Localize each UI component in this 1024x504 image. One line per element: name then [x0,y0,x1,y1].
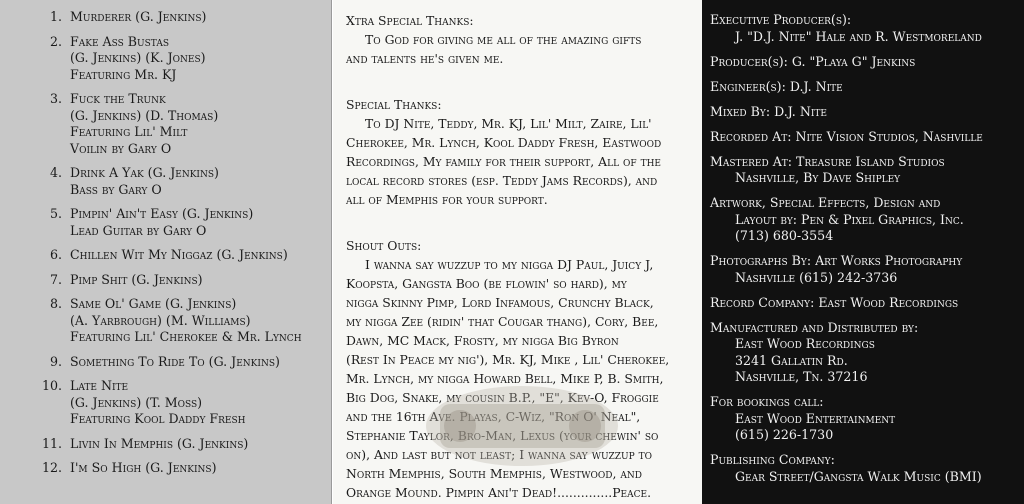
track-number: 9. [49,353,62,369]
track-credit-line: Featuring Lil' Cherokee & Mr. Lynch [70,329,302,344]
tracklist-panel [0,0,332,504]
track-title: Something To Ride To (G. Jenkins) [70,353,280,369]
track-item [36,165,321,198]
credit-detail: East Wood Entertainment [735,410,896,426]
credit-heading: Engineer(s): D.J. Nite [710,78,843,94]
track-details [70,272,321,289]
track-title: Drink A Yak (G. Jenkins) [70,165,219,180]
track-item [36,296,321,346]
text-line: Stephanie Taylor, Bro-Man, Lexus (your chewin' so [346,428,659,443]
text-line: To DJ Nite, Teddy, Mr. KJ, Lil' Milt, Zaire, Lil' [365,116,652,131]
track-details [70,460,321,477]
credit-detail: (713) 680-3554 [735,228,834,243]
credit-block [710,394,1014,444]
track-item [36,247,321,264]
track-number: 11. [41,435,62,451]
credit-block [710,79,1014,96]
text-line: Koopsta, Gangsta Boo (be flowin' so hard), my [346,276,627,291]
credit-heading: Record Company: East Wood Recordings [710,294,959,310]
credit-detail: East Wood Recordings [735,336,875,351]
track-number: 5. [49,206,62,221]
track-details [70,296,321,346]
track-number: 10. [41,378,62,393]
track-details [70,206,321,239]
credit-block [710,54,1014,71]
text-line: Mr. Lynch, my nigga Howard Bell, Mike P, B. Smith, [346,371,664,386]
track-item [36,91,321,157]
credit-block [710,295,1014,312]
text-line: and talents he's given me. [346,51,504,66]
thanks-panel [333,0,702,504]
track-title: Chillen Wit My Niggaz (G. Jenkins) [70,247,288,262]
shout-outs-text [346,255,690,502]
credit-block [710,12,1014,45]
track-credit-line: (A. Yarbrough) (M. Williams) [70,312,251,328]
text-line: (Rest In Peace my nig'), Mr. KJ, Mike , Lil' Cherokee, [346,352,670,367]
track-number: 7. [49,271,62,287]
track-credit-line: Featuring Lil' Milt [70,124,188,139]
text-line: on), And last but not least; I wanna say wuzzup to [346,447,652,462]
credit-heading: Producer(s): G. "Playa G" Jenkins [710,53,916,69]
credit-block [710,452,1014,485]
credit-detail: Nashville, Tn. 37216 [735,369,868,384]
track-item [36,34,321,84]
text-line: nigga Skinny Pimp, Lord Infamous, Crunchy Black, [346,295,654,310]
special-thanks-heading: Special Thanks: [346,97,442,112]
track-credit-line: Featuring Mr. KJ [70,66,177,82]
track-number: 1. [49,9,62,24]
track-credit-line: Bass by Gary O [70,181,162,197]
credit-heading: For bookings call: [710,394,824,409]
track-number: 8. [49,296,62,311]
text-line: all of Memphis for your support. [346,192,548,207]
track-details [70,165,321,198]
track-title: I'm So High (G. Jenkins) [70,460,217,475]
special-thanks-text [346,114,690,209]
track-item [36,272,321,289]
credit-heading: Mixed By: D.J. Nite [710,103,827,119]
credit-detail: Layout by: Pen & Pixel Graphics, Inc. [735,211,964,227]
track-details [70,354,321,371]
shout-outs-heading: Shout Outs: [346,238,422,253]
track-details [70,378,321,428]
xtra-thanks-text [346,30,690,68]
track-title: Murderer (G. Jenkins) [70,9,207,24]
track-title: Same Ol' Game (G. Jenkins) [70,296,237,311]
credit-block [710,104,1014,121]
text-line: my nigga Zee (ridin' that Cougar thang), Cory, Bee, [346,314,659,329]
credit-block [710,320,1014,386]
credit-heading: Mastered At: Treasure Island Studios [710,153,945,169]
credit-heading: Executive Producer(s): [710,12,852,27]
credit-heading: Recorded At: Nite Vision Studios, Nashville [710,128,983,144]
credit-detail: Nashville (615) 242-3736 [735,269,898,285]
track-credit-line: (G. Jenkins) (D. Thomas) [70,107,219,123]
track-number: 2. [49,33,62,49]
track-credit-line: (G. Jenkins) (K. Jones) [70,50,206,65]
track-item [36,460,321,477]
credit-detail: Gear Street/Gangsta Walk Music (BMI) [735,468,982,484]
text-line: Recordings, My family for their support, All of the [346,154,661,169]
text-line: and the 16th Ave. Playas, C-Wiz, "Ron O' Neal", [346,409,641,424]
track-credit-line: Voilin by Gary O [70,140,172,156]
track-item [36,436,321,453]
track-title: Late Nite [70,378,129,393]
track-title: Fake Ass Bustas [70,33,169,49]
credit-detail: J. "D.J. Nite" Hale and R. Westmoreland [735,28,982,44]
track-details [70,247,321,264]
track-title: Pimp Shit (G. Jenkins) [70,271,203,287]
text-line: North Memphis, South Memphis, Westwood, and [346,466,642,481]
track-credit-line: (G. Jenkins) (T. Moss) [70,394,203,410]
track-details [70,9,321,26]
track-item [36,378,321,428]
text-line: To God for giving me all of the amazing gifts [365,32,642,47]
credit-heading: Photographs By: Art Works Photography [710,253,963,268]
track-number: 4. [49,165,62,180]
track-details [70,436,321,453]
track-title: Fuck the Trunk [70,91,166,106]
credit-detail: Nashville, By Dave Shipley [735,170,901,185]
track-credit-line: Featuring Kool Daddy Fresh [70,411,246,426]
track-title: Livin In Memphis (G. Jenkins) [70,435,249,451]
track-title: Pimpin' Ain't Easy (G. Jenkins) [70,206,254,221]
credit-block [710,129,1014,146]
track-number: 6. [49,247,62,262]
track-item [36,9,321,26]
xtra-thanks-heading: Xtra Special Thanks: [346,13,474,28]
track-details [70,34,321,84]
text-line: Big Dog, Snake, my cousin B.P., "E", Kev-O, Froggie [346,390,659,405]
credit-heading: Artwork, Special Effects, Design and [710,195,941,210]
text-line: Orange Mound. Pimpin Ani't Dead!..............Peace. [346,485,652,500]
credit-detail: (615) 226-1730 [735,427,834,442]
text-line: Dawn, MC Mack, Frosty, my nigga Big Byron [346,333,619,348]
track-credit-line: Lead Guitar by Gary O [70,222,207,238]
track-item [36,206,321,239]
track-number: 3. [49,91,62,106]
text-line: Cherokee, Mr. Lynch, Kool Daddy Fresh, Eastwood [346,135,662,150]
track-details [70,91,321,157]
credits-panel [702,0,1024,504]
credit-detail: 3241 Gallatin Rd. [735,352,848,368]
track-number: 12. [41,460,62,475]
credit-block [710,154,1014,187]
credit-block [710,253,1014,286]
text-line: local record stores (esp. Teddy Jams Records), and [346,173,658,188]
credit-block [710,195,1014,245]
track-item [36,354,321,371]
credit-heading: Manufactured and Distributed by: [710,319,919,335]
text-line: I wanna say wuzzup to my nigga DJ Paul, Juicy J, [365,257,654,272]
credit-heading: Publishing Company: [710,452,835,467]
